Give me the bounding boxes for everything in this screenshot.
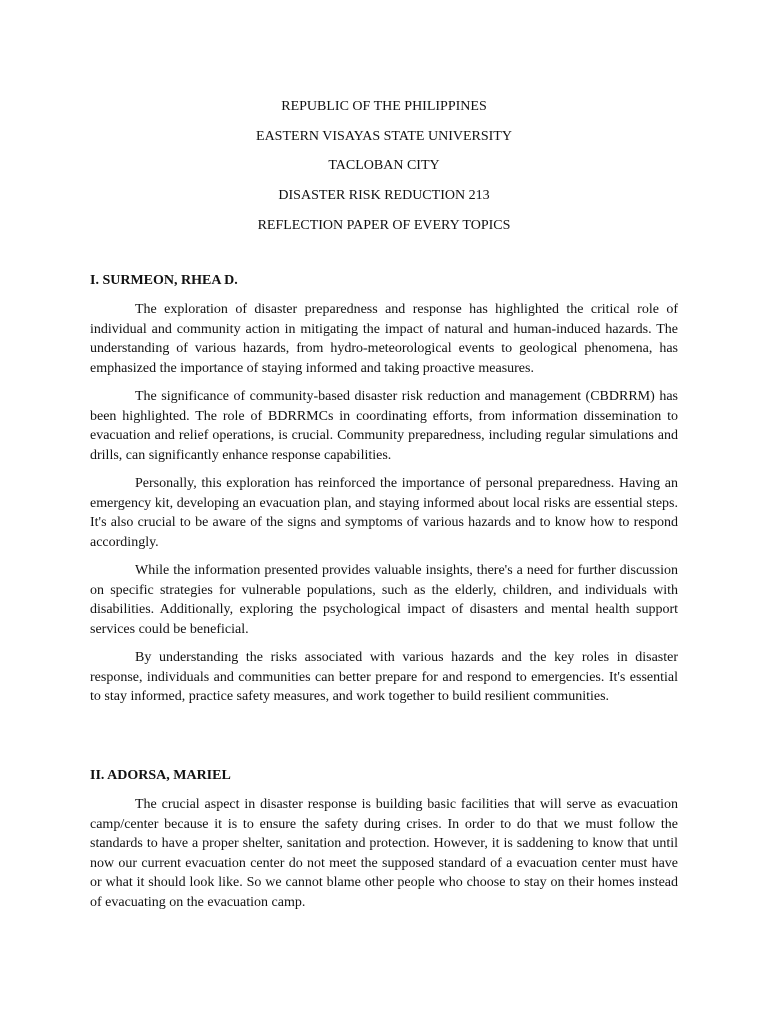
section-adorsa xyxy=(90,766,678,921)
paragraph: The crucial aspect in disaster response is building basic facilities that will serve as evacuation camp/center because it is to ensure the safety during crises. In order to do that we must follow the standards to have a proper shelter, sanitation and protection. However, it is saddening to know that until now our current evacuation center do not meet the supposed standard of a evacuation center must have or what it should look like. So we cannot blame other people who choose to stay on their homes instead of evacuating on the evacuation camp. xyxy=(90,797,678,910)
paragraph: By understanding the risks associated with various hazards and the key roles in disaster response, individuals and communities can better prepare for and respond to emergencies. It's essential to stay informed, practice safety measures, and work together to build resilient communities. xyxy=(90,650,678,704)
document-header xyxy=(0,92,768,241)
paragraph: Personally, this exploration has reinforced the importance of personal preparedness. Having an emergency kit, developing an evacuation plan, and staying informed about local risks are essential steps. It's also crucial to be aware of the signs and symptoms of various hazards and to know how to respond accordingly. xyxy=(90,476,678,550)
header-country: REPUBLIC OF THE PHILIPPINES xyxy=(281,99,487,114)
section-title: I. SURMEON, RHEA D. xyxy=(90,273,238,288)
header-city: TACLOBAN CITY xyxy=(328,158,440,174)
paragraph: The exploration of disaster preparedness and response has highlighted the critical role of individual and community action in mitigating the impact of natural and human-induced hazards. The understanding of various hazards, from hydro-meteorological events to geological phenomena, has emphasized the importance of staying informed and taking proactive measures. xyxy=(90,302,678,376)
header-course: DISASTER RISK REDUCTION 213 xyxy=(278,188,490,204)
header-university: EASTERN VISAYAS STATE UNIVERSITY xyxy=(256,128,512,144)
section-surmeon xyxy=(90,271,678,716)
header-paper-title: REFLECTION PAPER OF EVERY TOPICS xyxy=(257,217,511,233)
paragraph: The significance of community-based disaster risk reduction and management (CBDRRM) has been highlighted. The role of BDRRMCs in coordinating efforts, from information dissemination to evacuation and relief operations, is crucial. Community preparedness, including regular simulations and drills, can significantly enhance response capabilities. xyxy=(90,389,678,463)
paragraph: While the information presented provides valuable insights, there's a need for further discussion on specific strategies for vulnerable populations, such as the elderly, children, and individuals with disabilities. Additionally, exploring the psychological impact of disasters and mental health support services could be beneficial. xyxy=(90,563,678,637)
section-title: II. ADORSA, MARIEL xyxy=(90,768,231,783)
